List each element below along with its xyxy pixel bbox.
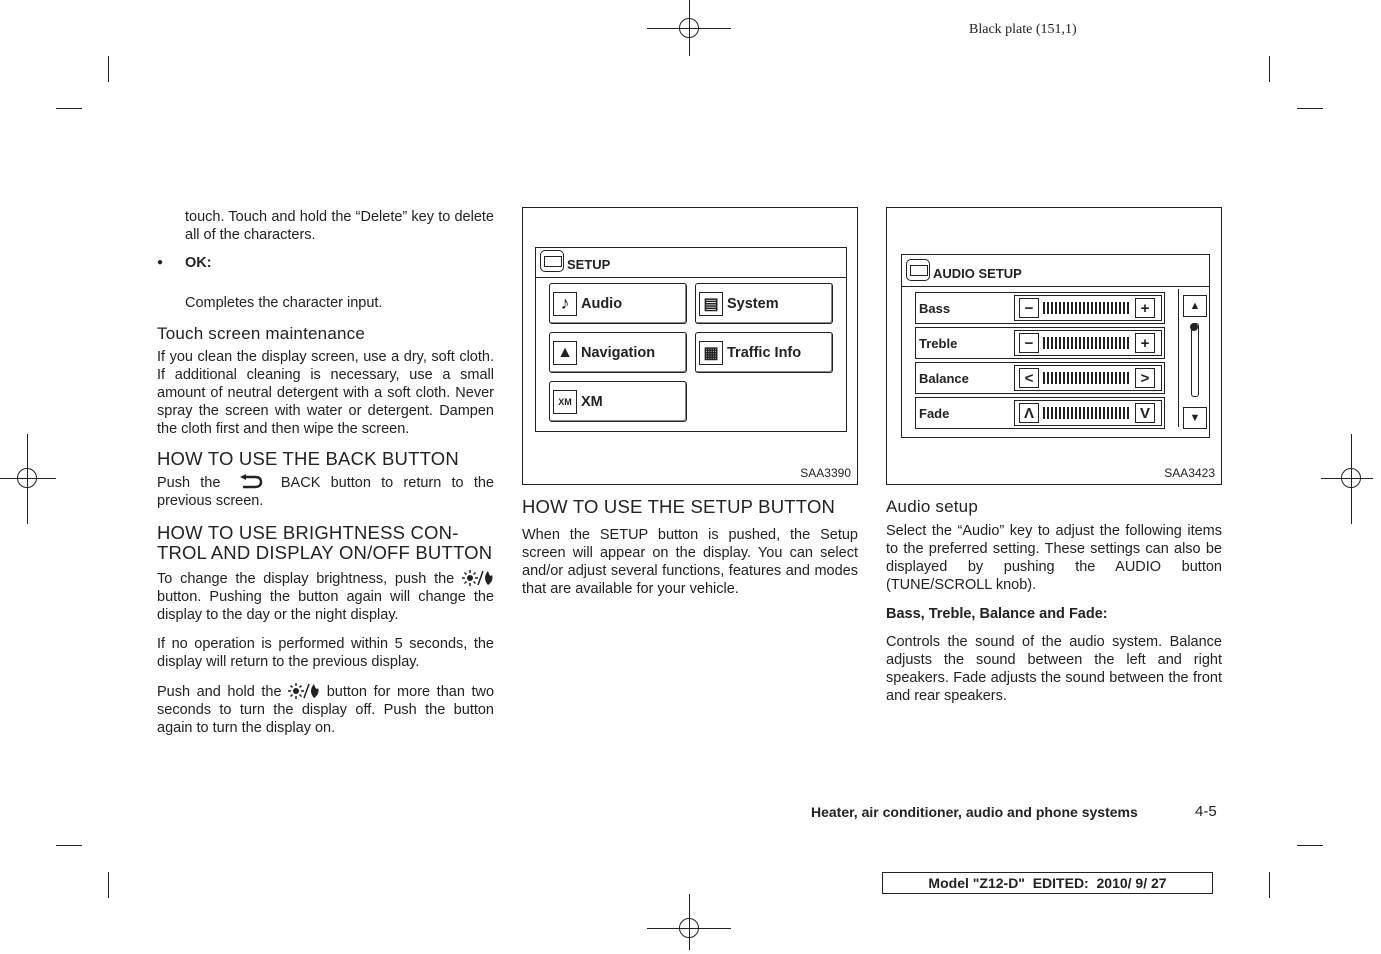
navigation-button[interactable] xyxy=(549,332,687,373)
plate-label: Black plate (151,1) xyxy=(969,22,1077,37)
scroll-track[interactable] xyxy=(1191,323,1199,397)
back-text-b: BACK button to return to the previous screen. xyxy=(157,475,494,509)
balance-row xyxy=(915,362,1165,394)
crop-mark xyxy=(56,845,82,846)
figure-setup xyxy=(522,207,858,485)
balance-left-button[interactable]: < xyxy=(1019,368,1039,388)
heading-touch-screen: Touch screen maintenance xyxy=(157,324,365,343)
back-arrow-icon xyxy=(231,474,271,490)
model-label: Model xyxy=(928,875,969,891)
xm-button[interactable] xyxy=(549,381,687,422)
setup-screen xyxy=(535,247,847,432)
heading-brightness-line1: HOW TO USE BRIGHTNESS CON- xyxy=(157,522,459,543)
audio-title-bar xyxy=(902,255,1209,287)
navigation-label: Navigation xyxy=(581,344,656,361)
traffic-info-label: Traffic Info xyxy=(727,344,802,361)
bright3-text-b: button for more than two seconds to turn the display off. Push the button again to turn the display on. xyxy=(157,684,495,736)
bright1-text-b: button. Pushing the button again will change the display to the day or the night display. xyxy=(157,589,494,623)
brightness-icon xyxy=(462,569,494,587)
registration-mark-left xyxy=(7,458,47,498)
crop-mark xyxy=(56,108,82,109)
audio-label: Audio xyxy=(581,295,623,312)
treble-row xyxy=(915,327,1165,359)
ok-text: Completes the character input. xyxy=(185,295,383,311)
bass-increase-button[interactable]: + xyxy=(1135,298,1155,318)
traffic-info-button[interactable] xyxy=(695,332,833,373)
treble-slider[interactable] xyxy=(1014,330,1162,356)
section-title: Heater, air conditioner, audio and phone systems xyxy=(811,804,1138,820)
ok-item xyxy=(157,254,494,272)
navigation-icon: ▲ xyxy=(553,341,577,365)
registration-mark-bottom xyxy=(669,908,709,948)
bass-decrease-button[interactable]: − xyxy=(1019,298,1039,318)
crop-mark xyxy=(1297,108,1323,109)
traffic-icon: ▦ xyxy=(699,341,723,365)
xm-icon: XM xyxy=(553,390,577,414)
system-button[interactable] xyxy=(695,283,833,324)
paragraph-brightness-2: If no operation is performed within 5 seconds, the display will return to the previous display. xyxy=(157,636,494,670)
fade-front-button[interactable]: Λ xyxy=(1019,403,1039,423)
registration-mark-right xyxy=(1331,458,1371,498)
paragraph-audio-setup: Select the “Audio” key to adjust the following items to the preferred setting. These settings can also be displayed by pushing the AUDIO button (TUNE/SCROLL knob). xyxy=(886,523,1222,593)
treble-label: Treble xyxy=(919,336,958,351)
crop-mark xyxy=(108,872,109,898)
bass-slider[interactable] xyxy=(1014,295,1162,321)
heading-brightness-line2: TROL AND DISPLAY ON/OFF BUTTON xyxy=(157,542,493,563)
left-column xyxy=(157,208,494,737)
fade-row xyxy=(915,397,1165,429)
crop-mark xyxy=(1269,56,1270,82)
crop-mark xyxy=(1269,872,1270,898)
audio-setup-title: AUDIO SETUP xyxy=(933,266,1022,281)
audio-setup-screen xyxy=(901,254,1210,438)
balance-right-button[interactable]: > xyxy=(1135,368,1155,388)
paragraph-back xyxy=(157,474,494,510)
edited-value: 2010/ 9/ 27 xyxy=(1096,875,1167,891)
model-box xyxy=(882,872,1213,894)
fade-level-bar xyxy=(1043,407,1131,419)
brightness-icon xyxy=(288,682,320,700)
music-note-icon: ♪ xyxy=(553,292,577,316)
fade-label: Fade xyxy=(919,406,950,421)
bass-row xyxy=(915,292,1165,324)
balance-level-bar xyxy=(1043,372,1131,384)
back-text-a: Push the xyxy=(157,475,221,491)
figure-code: SAA3423 xyxy=(1164,466,1215,480)
setup-title: SETUP xyxy=(567,257,611,272)
system-label: System xyxy=(727,295,779,312)
middle-column xyxy=(522,497,858,598)
treble-increase-button[interactable]: + xyxy=(1135,333,1155,353)
heading-brightness xyxy=(157,523,494,563)
xm-label: XM xyxy=(581,393,603,410)
paragraph-brightness-1 xyxy=(157,569,494,624)
paragraph-delete: touch. Touch and hold the “Delete” key to delete all of the characters. xyxy=(185,209,494,243)
ok-label: OK: xyxy=(185,255,212,271)
bass-label: Bass xyxy=(919,301,951,316)
menu-icon xyxy=(540,250,564,272)
bullet: ● xyxy=(157,257,164,268)
bright3-text-a: Push and hold the xyxy=(157,684,282,700)
treble-level-bar xyxy=(1043,337,1131,349)
crop-mark xyxy=(108,56,109,82)
figure-audio-setup xyxy=(886,207,1222,485)
setup-title-bar xyxy=(536,248,846,278)
edited-label: EDITED: xyxy=(1032,875,1089,891)
registration-mark-top xyxy=(669,8,709,48)
heading-setup-button: HOW TO USE THE SETUP BUTTON xyxy=(522,496,836,517)
bass-level-bar xyxy=(1043,302,1131,314)
figure-code: SAA3390 xyxy=(800,466,851,480)
bright1-text-a: To change the display brightness, push the xyxy=(157,571,455,587)
fade-rear-button[interactable]: V xyxy=(1135,403,1155,423)
right-column xyxy=(886,497,1222,705)
fade-slider[interactable] xyxy=(1014,400,1162,426)
heading-audio-setup: Audio setup xyxy=(886,497,978,516)
scroll-up-button[interactable]: ▲ xyxy=(1183,295,1207,317)
paragraph-bass-treble: Controls the sound of the audio system. Balance adjusts the sound between the left and right speakers. Fade adjusts the sound between the front and rear speakers. xyxy=(886,634,1222,704)
model-value: "Z12-D" xyxy=(972,875,1025,891)
scroll-down-button[interactable]: ▼ xyxy=(1183,407,1207,429)
heading-back-button: HOW TO USE THE BACK BUTTON xyxy=(157,448,459,469)
page-number: 4-5 xyxy=(1195,803,1217,820)
balance-label: Balance xyxy=(919,371,969,386)
paragraph-touch-screen: If you clean the display screen, use a dry, soft cloth. If additional cleaning is necessary, use a small amount of neutral detergent with a soft cloth. Never spray the screen with water or detergent. Dampen the cloth first and then wipe the screen. xyxy=(157,349,494,437)
monitor-icon: ▤ xyxy=(699,292,723,316)
scroll-thumb[interactable] xyxy=(1190,323,1198,331)
crop-mark xyxy=(1297,845,1323,846)
paragraph-brightness-3 xyxy=(157,682,494,737)
scrollbar[interactable] xyxy=(1178,289,1211,427)
menu-icon xyxy=(906,259,930,281)
balance-slider[interactable] xyxy=(1014,365,1162,391)
paragraph-setup: When the SETUP button is pushed, the Setup screen will appear on the display. You can select and/or adjust several functions, features and modes that are available for your vehicle. xyxy=(522,527,858,597)
audio-button[interactable] xyxy=(549,283,687,324)
subheading-bass-treble: Bass, Treble, Balance and Fade: xyxy=(886,606,1108,622)
treble-decrease-button[interactable]: − xyxy=(1019,333,1039,353)
